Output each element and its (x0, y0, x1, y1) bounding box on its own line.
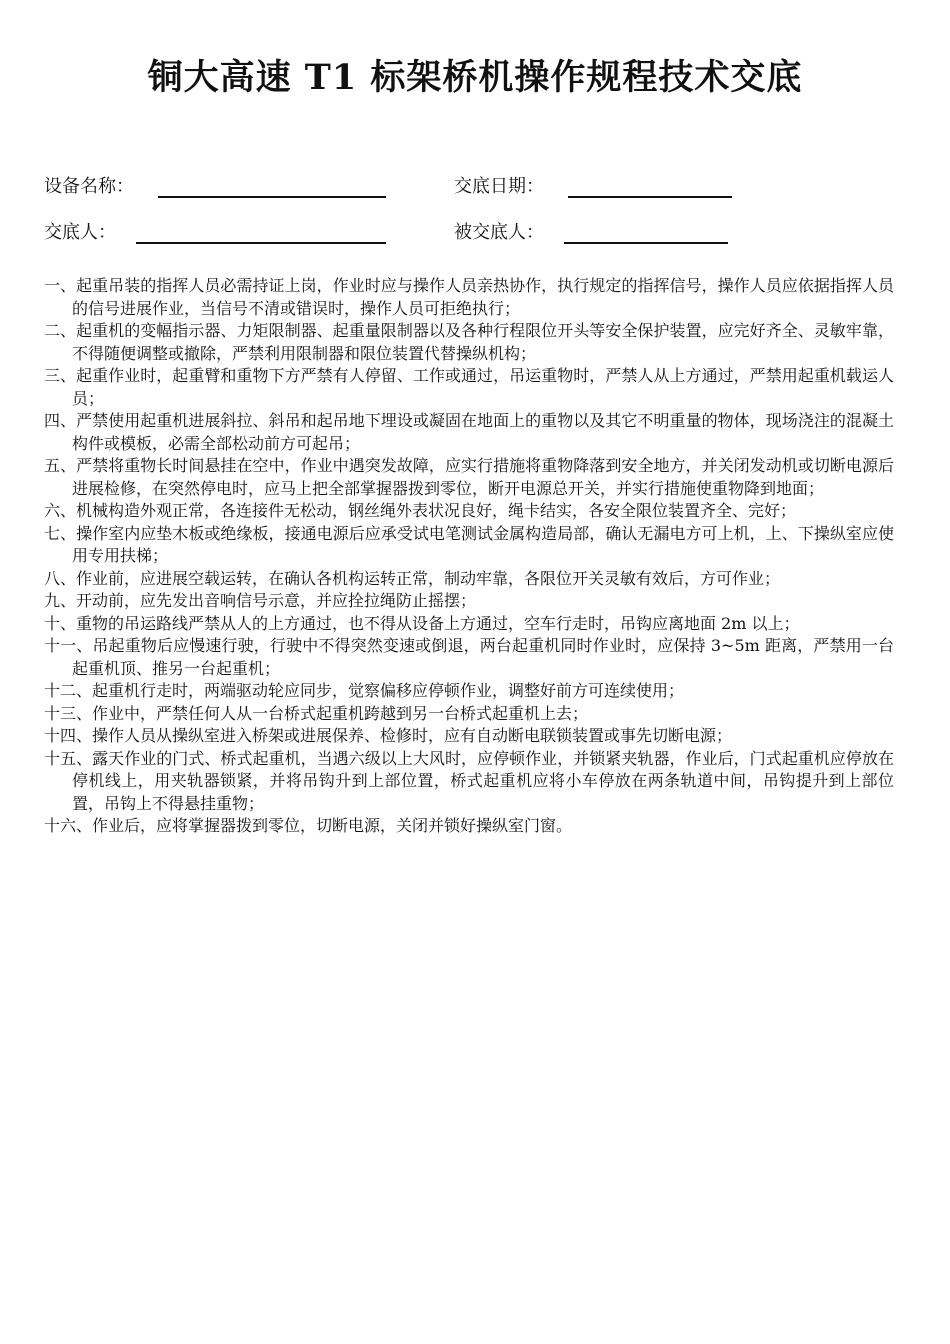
rule-item: 一、起重吊装的指挥人员必需持证上岗，作业时应与操作人员亲热协作，执行规定的指挥信号，操作人员应依据指挥人员的信号进展作业，当信号不清或错误时，操作人员可拒绝执行； (44, 276, 894, 318)
discloser-label: 交底人： (44, 222, 116, 243)
date-field (454, 172, 732, 198)
rule-item: 十四、操作人员从操纵室进入桥架或进展保养、检修时，应有自动断电联锁装置或事先切断电源； (44, 726, 733, 745)
rule-item: 十三、作业中，严禁任何人从一台桥式起重机跨越到另一台桥式起重机上去； (44, 703, 589, 723)
date-blank (568, 174, 732, 198)
device-name-blank (158, 174, 386, 198)
rule-item: 十、重物的吊运路线严禁从人的上方通过，也不得从设备上方通过，空车行走时，吊钩应离地面 2m 以上； (44, 613, 800, 633)
rule-item: 十一、吊起重物后应慢速行驶，行驶中不得突然变速或倒退，两台起重机同时作业时，应保持 3~5m 距离，严禁用一台起重机顶、推另一台起重机； (44, 636, 894, 678)
device-name-label: 设备名称： (44, 176, 134, 197)
rule-item: 二、起重机的变幅指示器、力矩限制器、起重量限制器以及各种行程限位开头等安全保护装置，应完好齐全、灵敏牢靠，不得随便调整或撤除，严禁利用限制器和限位装置代替操纵机构； (44, 321, 894, 363)
page-title: 铜大高速 T1 标架桥机操作规程技术交底 (147, 57, 803, 98)
discloser-blank (136, 220, 386, 244)
recipient-label: 被交底人： (454, 222, 544, 243)
rule-item: 九、开动前，应先发出音响信号示意，并应拴拉绳防止摇摆； (44, 591, 477, 610)
device-name-field (44, 172, 386, 198)
recipient-field (454, 218, 728, 244)
rule-item: 六、机械构造外观正常，各连接件无松动，钢丝绳外表状况良好，绳卡结实，各安全限位装置齐全、完好； (44, 501, 797, 520)
rule-item: 三、起重作业时，起重臂和重物下方严禁有人停留、工作或通过，吊运重物时，严禁人从上方通过，严禁用起重机载运人员； (44, 366, 894, 408)
rule-item: 五、严禁将重物长时间悬挂在空中，作业中遇突发故障，应实行措施将重物降落到安全地方，并关闭发动机或切断电源后进展检修，在突然停电时，应马上把全部掌握器拨到零位，断开电源总开关，并实行措施使重物降到地面； (44, 456, 894, 498)
rule-item: 十六、作业后，应将掌握器拨到零位，切断电源，关闭并锁好操纵室门窗。 (44, 816, 573, 835)
rule-item: 十二、起重机行走时，两端驱动轮应同步，觉察偏移应停顿作业，调整好前方可连续使用； (44, 681, 685, 700)
rule-item: 四、严禁使用起重机进展斜拉、斜吊和起吊地下埋设或凝固在地面上的重物以及其它不明重量的物体，现场浇注的混凝土构件或模板，必需全部松动前方可起吊； (44, 411, 894, 453)
discloser-field (44, 218, 386, 244)
rule-item: 七、操作室内应垫木板或绝缘板，接通电源后应承受试电笔测试金属构造局部，确认无漏电方可上机，上、下操纵室应使用专用扶梯； (44, 523, 894, 565)
rule-item: 十五、露天作业的门式、桥式起重机，当遇六级以上大风时，应停顿作业，并锁紧夹轨器，作业后，门式起重机应停放在停机线上，用夹轨器锁紧，并将吊钩升到上部位置，桥式起重机应将小车停放在两条轨道中间，吊钩提升到上部位置，吊钩上不得悬挂重物； (44, 748, 894, 813)
rule-item: 八、作业前，应进展空载运转，在确认各机构运转正常，制动牢靠，各限位开关灵敏有效后，方可作业； (44, 568, 781, 588)
date-label: 交底日期： (454, 176, 544, 197)
recipient-blank (564, 220, 728, 244)
rules-list (44, 275, 894, 838)
